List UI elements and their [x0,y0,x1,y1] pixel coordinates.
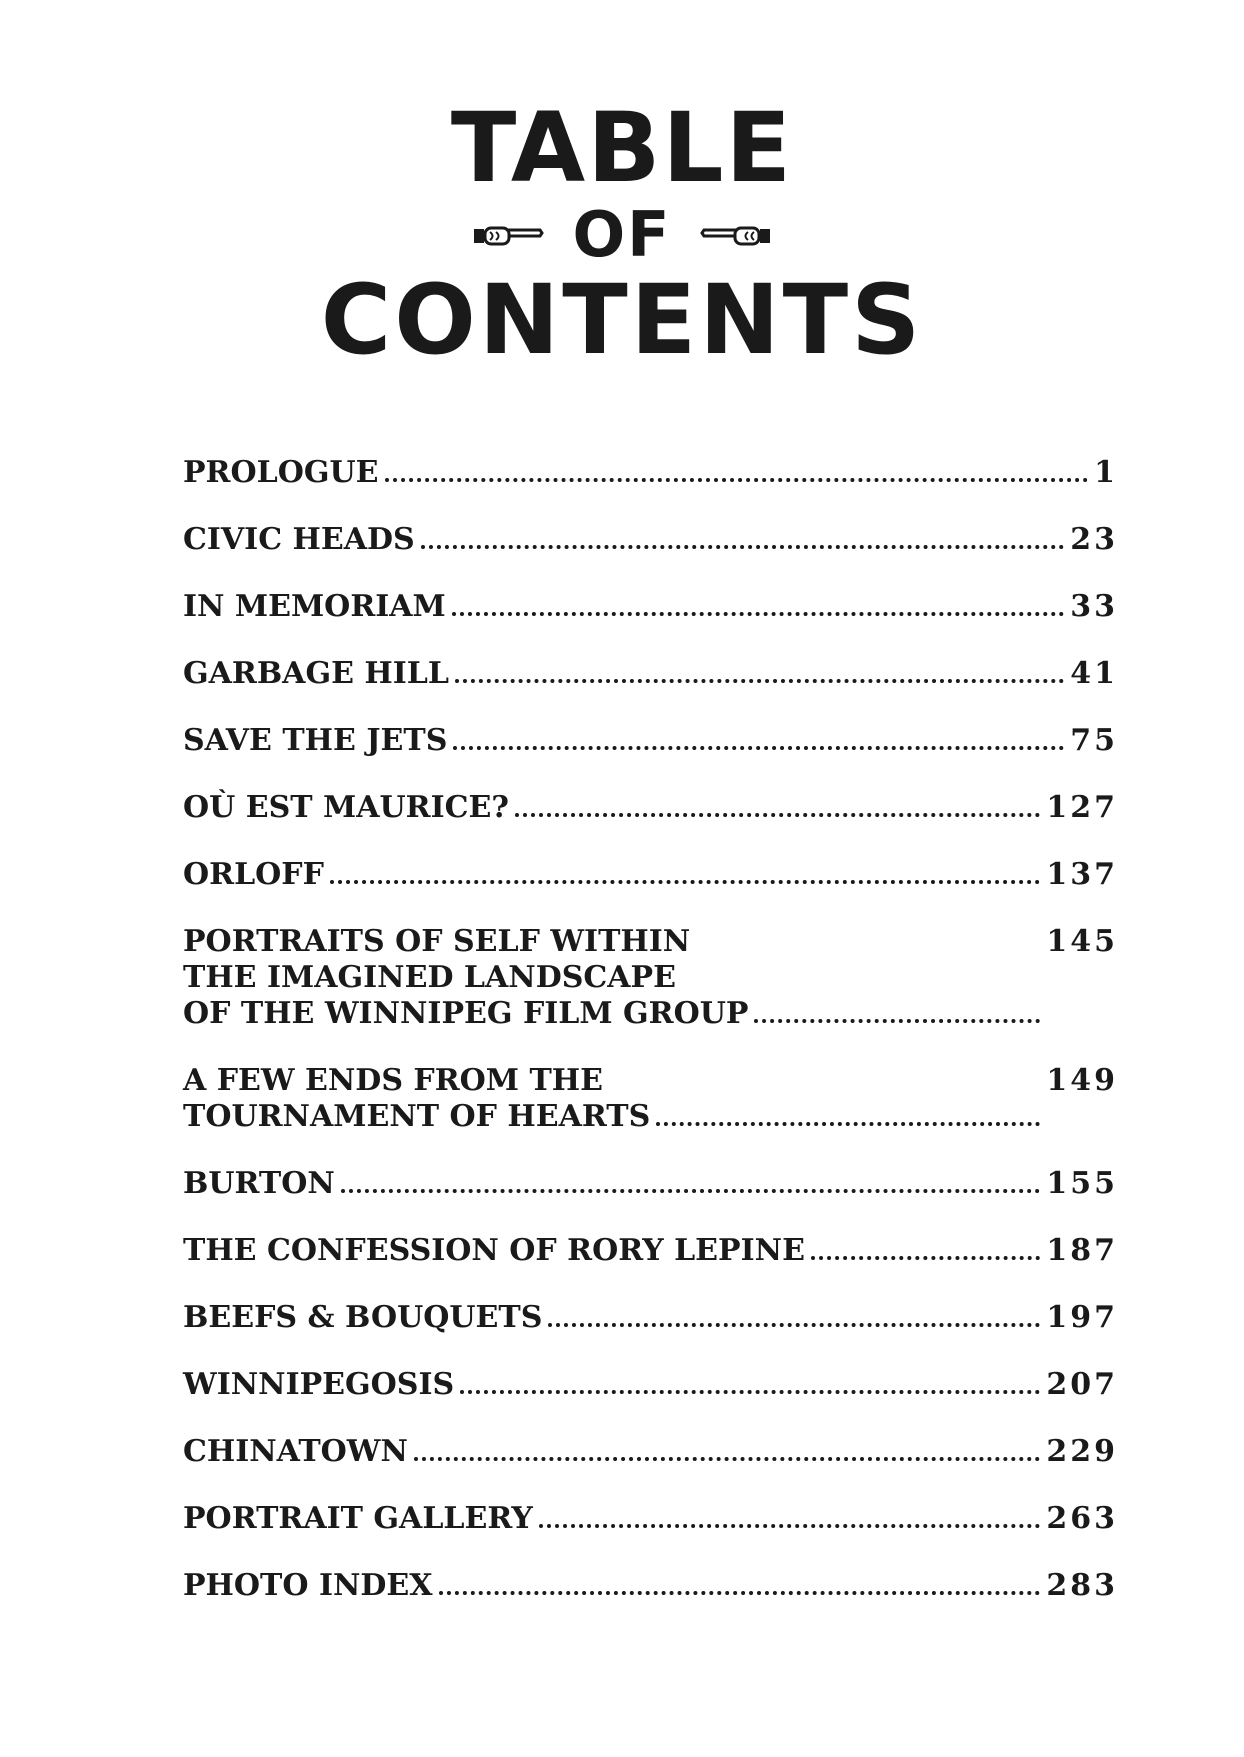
toc-entry-page-number: 23 [1070,522,1118,557]
toc-entry-page-number: 145 [1046,924,1118,959]
toc-entry-title-line: A FEW ENDS FROM THE [183,1063,603,1098]
toc-entry-title [183,857,324,893]
toc-entry [183,1568,1118,1604]
toc-entry [183,1367,1118,1403]
toc-entry-title [183,1300,542,1336]
toc-entry-page-number: 197 [1046,1300,1118,1335]
dot-leader [385,478,1089,482]
toc-entry [183,1434,1118,1470]
toc-entry-title [183,1063,650,1135]
dot-leader [539,1524,1041,1528]
toc-entry [183,589,1118,625]
dot-leader [341,1189,1041,1193]
toc-entry-title [183,455,379,491]
dot-leader [656,1122,1040,1126]
toc-entry-title [183,1434,408,1470]
toc-entry-title [183,589,446,625]
toc-entry-title-line: PORTRAITS OF SELF WITHIN [183,924,691,959]
toc-entry [183,790,1118,826]
toc-entry-title-line: PHOTO INDEX [183,1568,433,1603]
dot-leader [515,813,1040,817]
dot-leader [460,1390,1040,1394]
dot-leader [330,880,1040,884]
toc-entry-title-line: CHINATOWN [183,1434,408,1469]
toc-entry-title [183,723,447,759]
pointing-hand-left-icon [700,220,772,250]
toc-entry-title-line: BEEFS & BOUQUETS [183,1300,543,1335]
pointing-hand-right-icon [472,220,544,250]
title-line-table: TABLE [450,92,794,204]
dot-leader [754,1019,1040,1023]
toc-entry [183,1063,1118,1135]
toc-entry-title [183,656,449,692]
toc-entry-page-number: 127 [1046,790,1118,825]
title-line-of [0,198,1244,271]
toc-entry-title [183,1568,433,1604]
toc-entry [183,1166,1118,1202]
toc-list [183,455,1118,1635]
page-title [0,92,1244,376]
toc-entry-title-line: THE IMAGINED LANDSCAPE [183,960,676,995]
toc-entry-page-number: 283 [1046,1568,1118,1603]
toc-entry-title-line: THE CONFESSION OF RORY LEPINE [183,1233,805,1268]
toc-entry-title [183,522,415,558]
toc-entry-title-line: PORTRAIT GALLERY [183,1501,533,1536]
toc-entry-title [183,1166,335,1202]
toc-entry [183,1300,1118,1336]
toc-entry-page-number: 229 [1046,1434,1118,1469]
toc-entry-page-number: 263 [1046,1501,1118,1536]
title-of-text: OF [572,198,672,271]
toc-entry-title-line: IN MEMORIAM [183,589,446,624]
toc-entry [183,1233,1118,1269]
toc-entry-page-number: 187 [1046,1233,1118,1268]
toc-entry-page-number: 1 [1094,455,1118,490]
toc-entry-title-line: SAVE THE JETS [183,723,448,758]
toc-entry-title-line: OÙ EST MAURICE? [183,790,509,825]
dot-leader [455,679,1064,683]
dot-leader [452,612,1064,616]
toc-entry-title [183,924,748,1032]
dot-leader [548,1323,1040,1327]
toc-entry [183,656,1118,692]
toc-entry-page-number: 33 [1070,589,1118,624]
toc-entry-title [183,1233,805,1269]
toc-entry-title-line: WINNIPEGOSIS [183,1367,455,1402]
toc-entry-page-number: 155 [1046,1166,1118,1201]
toc-entry [183,723,1118,759]
toc-entry-title [183,1501,533,1537]
toc-entry [183,522,1118,558]
toc-entry [183,857,1118,893]
toc-entry-page-number: 137 [1046,857,1118,892]
toc-entry-title [183,790,509,826]
toc-entry [183,1501,1118,1537]
toc-entry-page-number: 41 [1070,656,1118,691]
dot-leader [414,1457,1040,1461]
toc-entry-title-line: TOURNAMENT OF HEARTS [183,1099,651,1134]
toc-entry-title-line: BURTON [183,1166,335,1201]
toc-entry-title-line: ORLOFF [183,857,324,892]
title-line-contents: CONTENTS [320,264,924,376]
toc-entry-page-number: 75 [1070,723,1118,758]
dot-leader [439,1591,1041,1595]
toc-entry-title [183,1367,454,1403]
toc-entry [183,455,1118,491]
toc-entry-title-line: GARBAGE HILL [183,656,449,691]
dot-leader [811,1256,1040,1260]
toc-entry-page-number: 207 [1046,1367,1118,1402]
dot-leader [453,746,1064,750]
toc-entry-page-number: 149 [1046,1063,1118,1098]
toc-entry-title-line: CIVIC HEADS [183,522,415,557]
dot-leader [421,545,1065,549]
toc-entry-title-line: OF THE WINNIPEG FILM GROUP [183,996,749,1031]
toc-entry-title-line: PROLOGUE [183,455,379,490]
toc-entry [183,924,1118,1032]
